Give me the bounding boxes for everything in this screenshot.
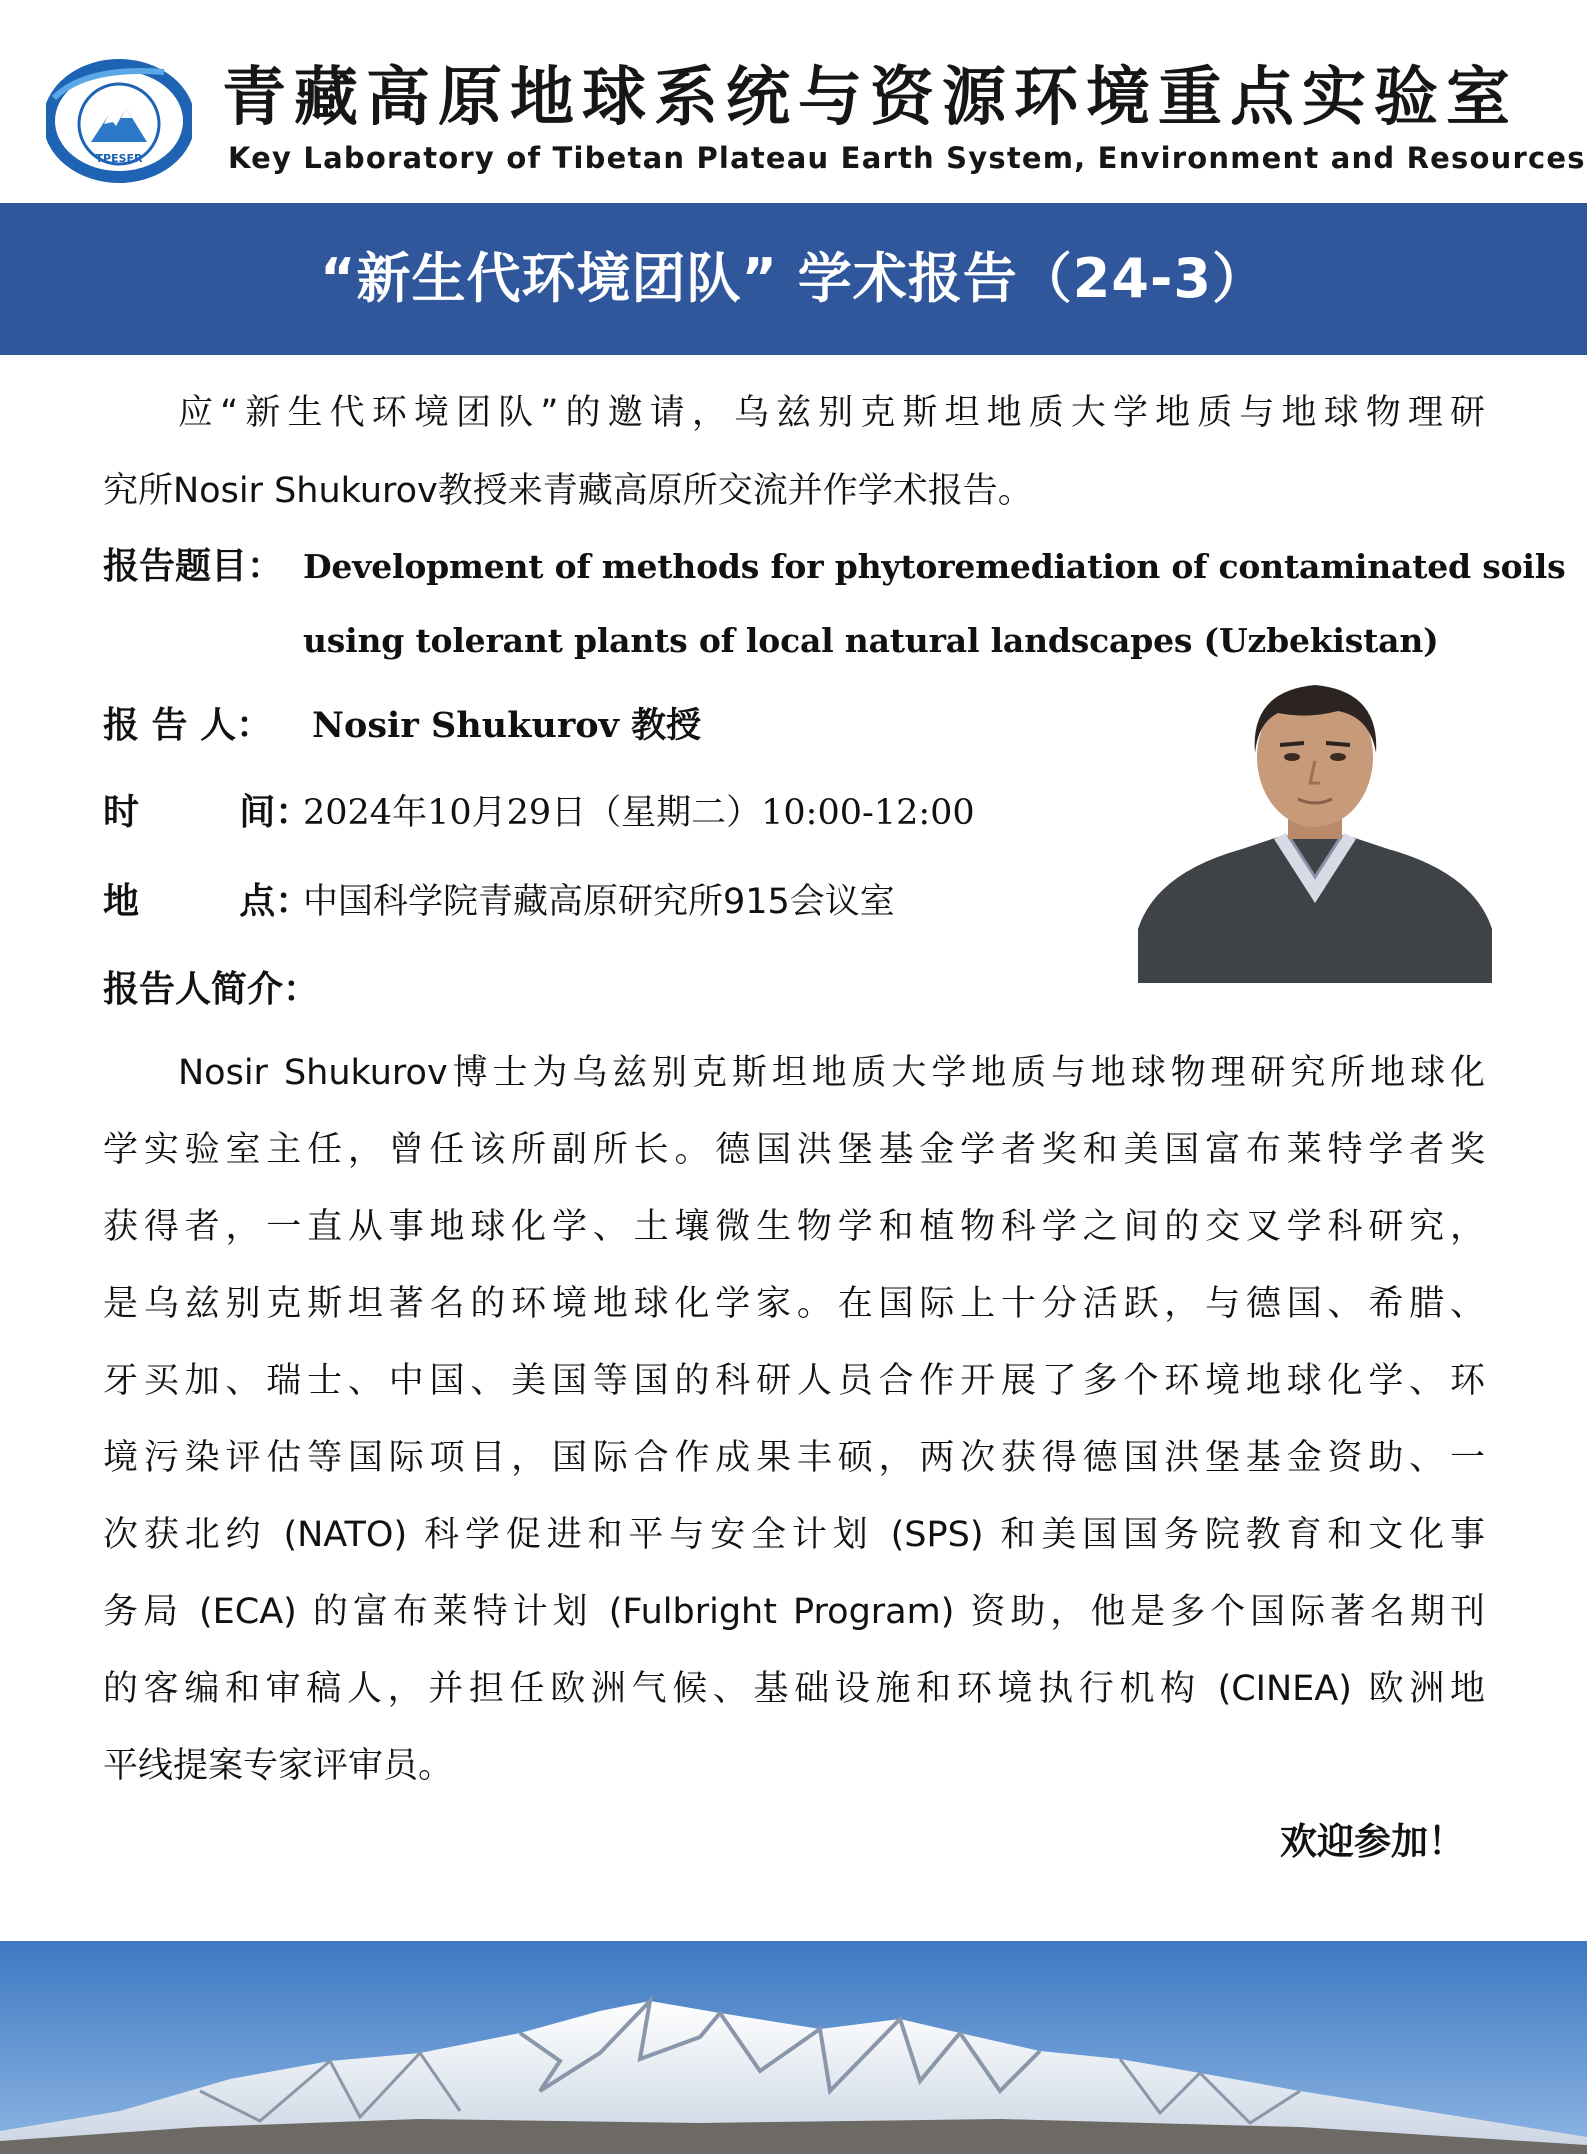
speaker-label: 报 告 人：: [103, 705, 273, 746]
bio-line: 务局 (ECA) 的富布莱特计划 (Fulbright Program) 资助，他是多个国际著名期刊: [103, 1592, 1485, 1632]
place-value: 中国科学院青藏高原研究所915会议室: [303, 882, 895, 922]
mountain-banner-image: [0, 1941, 1587, 2154]
bio-line: 的客编和审稿人，并担任欧洲气候、基础设施和环境执行机构 (CINEA) 欧洲地: [103, 1669, 1485, 1709]
time-label: 时 间：: [103, 792, 312, 833]
report-title-line-2: using tolerant plants of local natural landscapes (Uzbekistan): [303, 621, 1439, 660]
lab-logo: [46, 58, 192, 184]
speaker-value: Nosir Shukurov 教授: [312, 705, 702, 746]
bio-label: 报告人简介：: [103, 969, 320, 1010]
bio-line: 平线提案专家评审员。: [103, 1746, 454, 1786]
bio-line: 是乌兹别克斯坦著名的环境地球化学家。在国际上十分活跃，与德国、希腊、: [103, 1284, 1485, 1324]
report-title-line-1: Development of methods for phytoremediation of contaminated soils: [303, 547, 1566, 586]
bio-line: 牙买加、瑞士、中国、美国等国的科研人员合作开展了多个环境地球化学、环: [103, 1361, 1485, 1401]
intro-line-2: 究所Nosir Shukurov教授来青藏高原所交流并作学术报告。: [103, 471, 1033, 511]
org-name-en: Key Laboratory of Tibetan Plateau Earth System, Environment and Resources: [228, 141, 1586, 175]
bio-line: Nosir Shukurov博士为乌兹别克斯坦地质大学地质与地球物理研究所地球化: [178, 1053, 1485, 1093]
place-label: 地 点：: [103, 881, 312, 922]
title-banner: [0, 203, 1587, 355]
bio-line: 境污染评估等国际项目，国际合作成果丰硕，两次获得德国洪堡基金资助、一: [103, 1438, 1485, 1478]
bio-line: 获得者，一直从事地球化学、土壤微生物学和植物科学之间的交叉学科研究，: [103, 1207, 1485, 1247]
banner-title: “新生代环境团队” 学术报告（24-3）: [320, 247, 1267, 310]
logo-text: TPESER: [95, 152, 143, 165]
time-value: 2024年10月29日（星期二）10:00-12:00: [303, 793, 975, 833]
welcome-text: 欢迎参加！: [1280, 1820, 1465, 1863]
report-title-label: 报告题目：: [103, 546, 284, 587]
bio-line: 次获北约 (NATO) 科学促进和平与安全计划 (SPS) 和美国国务院教育和文化事: [103, 1515, 1485, 1555]
org-name-cn: 青藏高原地球系统与资源环境重点实验室: [222, 61, 1518, 135]
speaker-photo: [1138, 667, 1492, 983]
intro-line-1: 应“新生代环境团队”的邀请，乌兹别克斯坦地质大学地质与地球物理研: [178, 393, 1485, 433]
bio-line: 学实验室主任，曾任该所副所长。德国洪堡基金学者奖和美国富布莱特学者奖: [103, 1130, 1485, 1170]
